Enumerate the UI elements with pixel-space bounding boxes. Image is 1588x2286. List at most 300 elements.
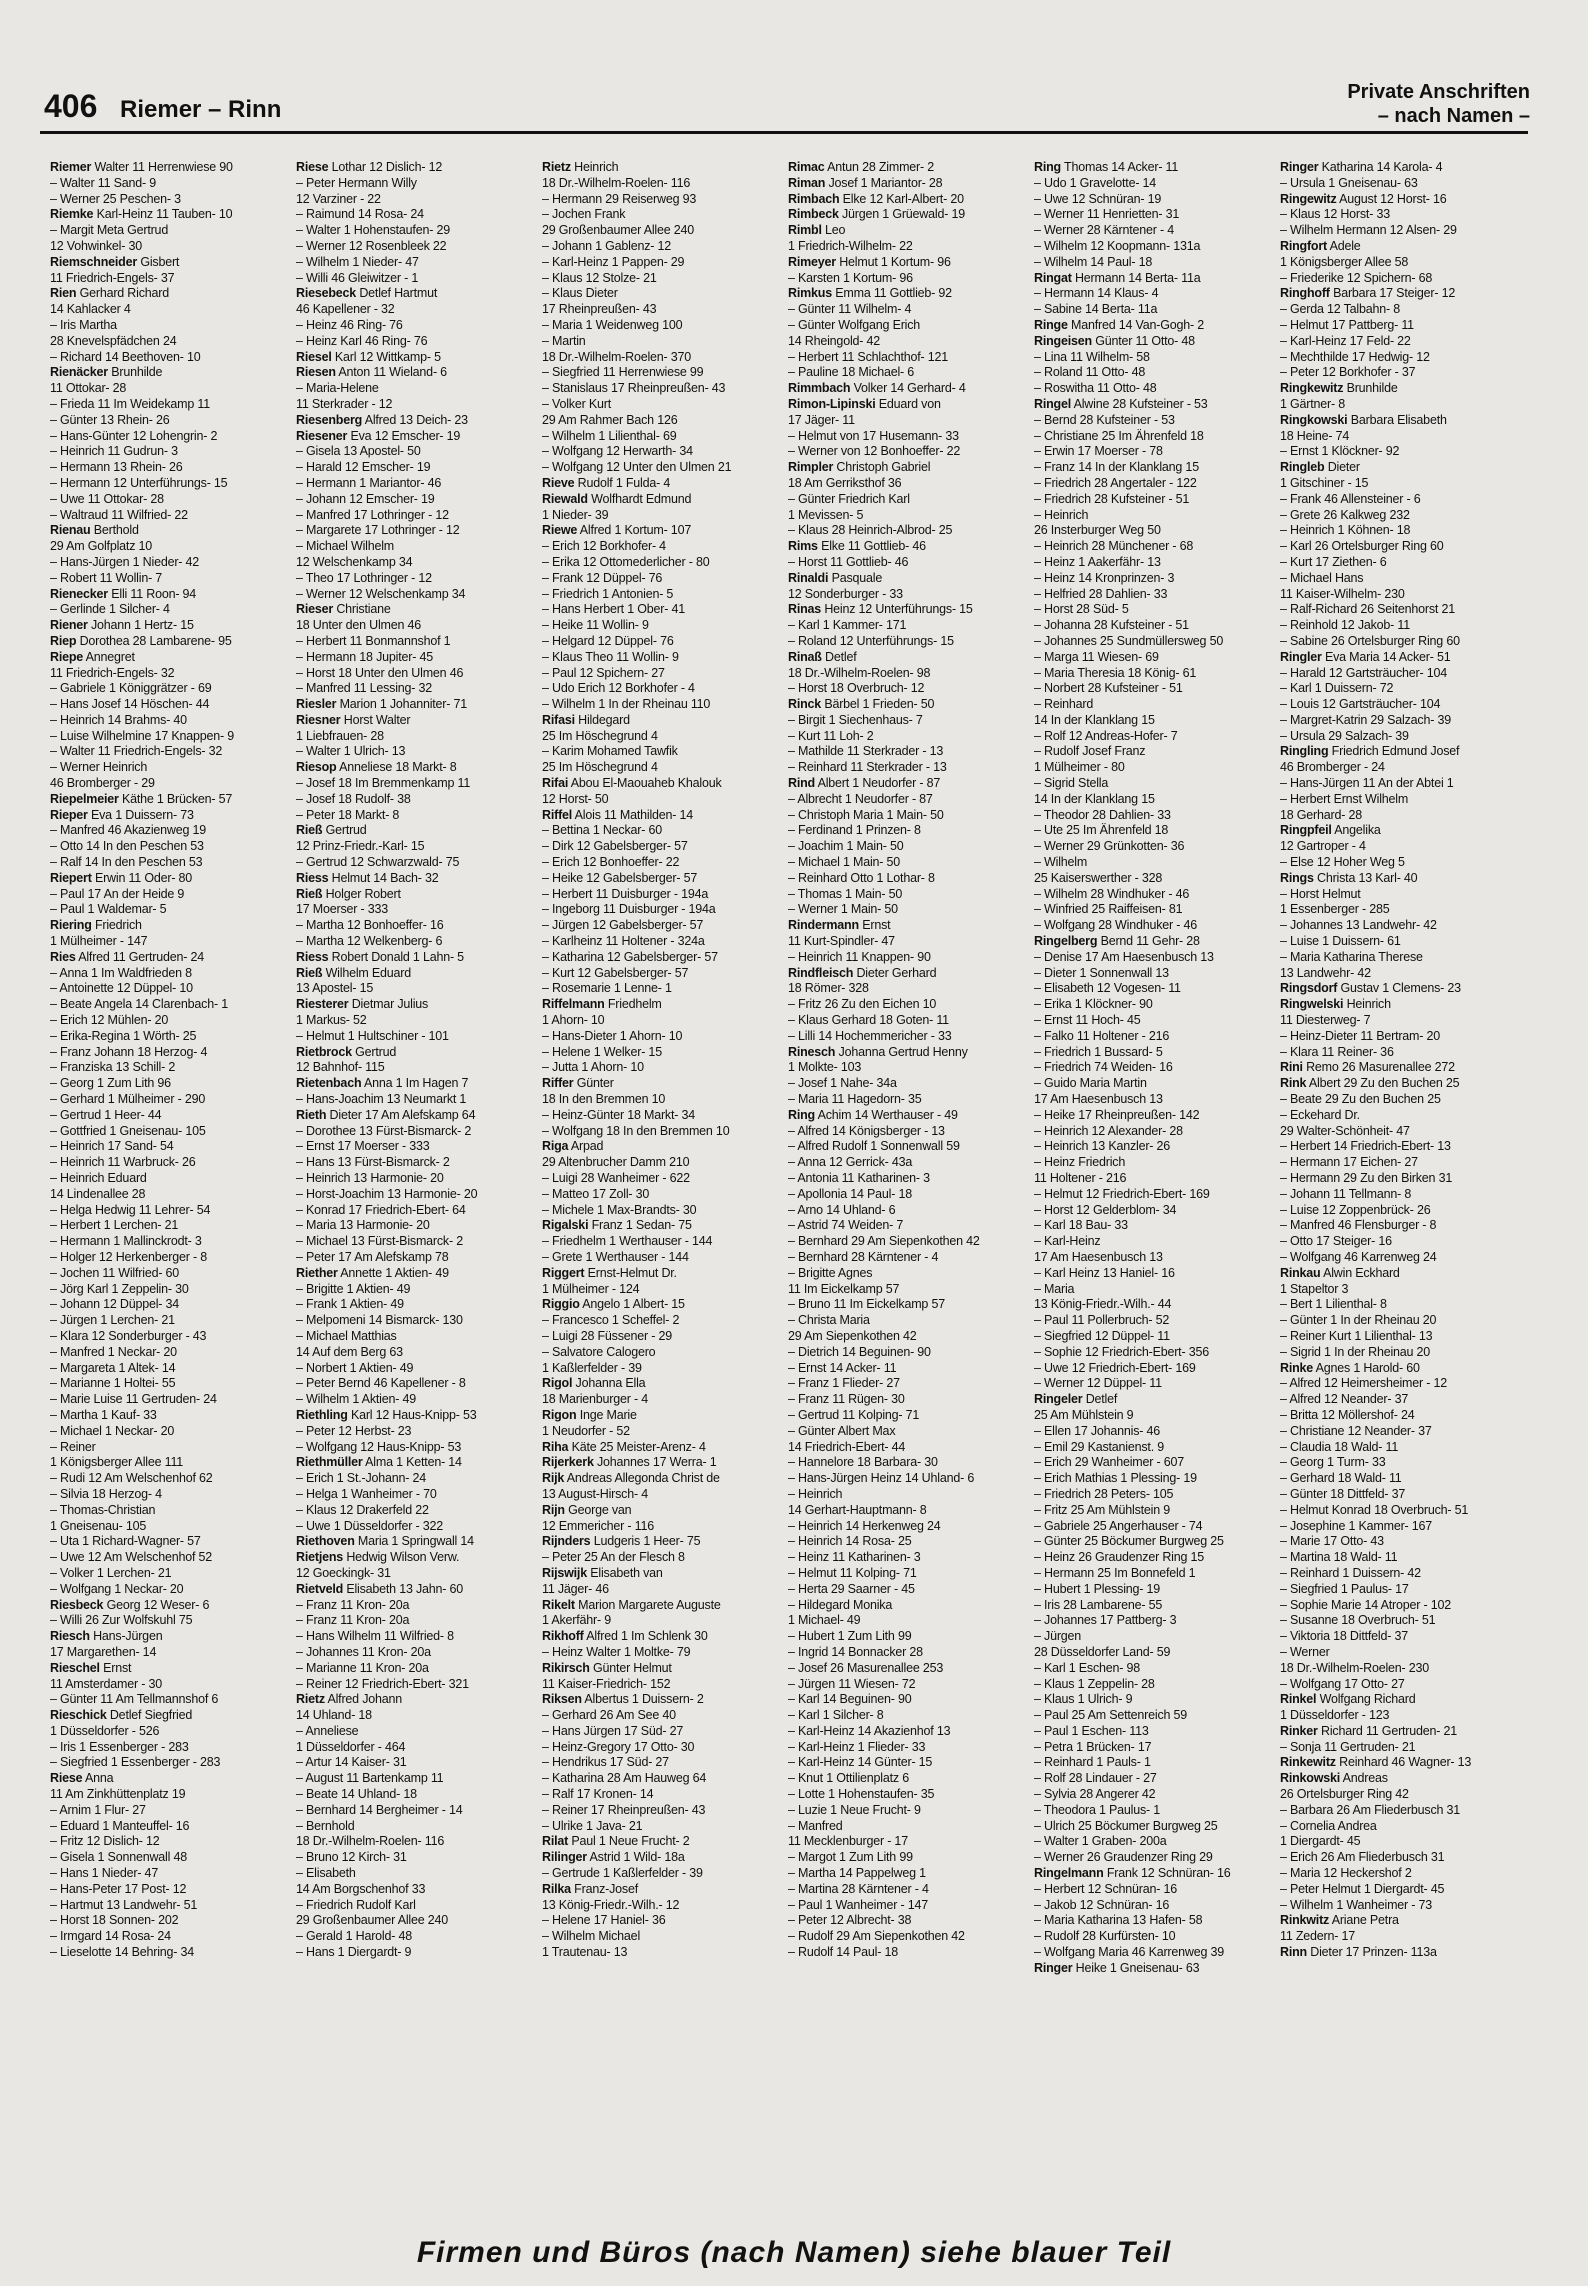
entry-details: – Gertrud 1 Heer- 44: [50, 1107, 162, 1122]
directory-entry: [296, 1139, 534, 1155]
directory-entry: [1280, 1929, 1518, 1945]
directory-entry: [788, 1755, 1026, 1771]
entry-details: 29 Walter-Schönheit- 47: [1280, 1123, 1410, 1138]
entry-details: – Siegfried 1 Paulus- 17: [1280, 1581, 1409, 1596]
entry-details: – Christa Maria: [788, 1313, 870, 1328]
entry-details: Anna 1 Im Hagen 7: [363, 1076, 469, 1091]
entry-details: 25 Im Höschegrund 4: [542, 760, 658, 775]
directory-entry: [296, 1819, 534, 1835]
entry-details: – Fritz 25 Am Mühlstein 9: [1034, 1502, 1171, 1517]
entry-details: Ernst: [103, 1660, 132, 1675]
entry-details: 11 Friedrich-Engels- 37: [50, 270, 175, 285]
directory-entry: [542, 176, 780, 192]
entry-surname: Rienäcker: [50, 365, 108, 380]
entry-details: – Gertrud 11 Kolping- 71: [788, 1407, 920, 1422]
entry-details: – Reinhard: [1034, 697, 1094, 712]
entry-details: – Heinz 26 Graudenzer Ring 15: [1034, 1550, 1204, 1565]
directory-entry: [542, 1124, 780, 1140]
directory-entry: [1034, 207, 1272, 223]
directory-entry: [788, 1613, 1026, 1629]
entry-surname: Rien: [50, 286, 77, 301]
entry-details: Frank 12 Schnüran- 16: [1106, 1866, 1231, 1881]
header-rule: [40, 131, 1528, 134]
entry-surname: Ringsdorf: [1280, 981, 1338, 996]
entry-details: – Hermann 29 Zu den Birken 31: [1280, 1171, 1453, 1185]
directory-entry: [1280, 555, 1518, 571]
entry-details: – Peter 18 Markt- 8: [296, 807, 400, 822]
directory-entry: [1280, 1424, 1518, 1440]
entry-details: Albertus 1 Duissern- 2: [584, 1692, 704, 1707]
entry-details: – Josephine 1 Kammer- 167: [1280, 1518, 1433, 1533]
entry-details: 28 Düsseldorfer Land- 59: [1034, 1644, 1171, 1659]
directory-entry: [296, 1582, 534, 1598]
directory-entry: [542, 887, 780, 903]
directory-entry: [50, 1471, 288, 1487]
directory-entry: [50, 902, 288, 918]
entry-details: – Marianne 11 Kron- 20a: [296, 1660, 429, 1675]
entry-surname: Ringeisen: [1034, 333, 1092, 348]
directory-entry: [1034, 1203, 1272, 1219]
directory-entry: [1034, 760, 1272, 776]
entry-details: – Klaus 12 Stolze- 21: [542, 270, 657, 285]
entry-details: 1 Düsseldorfer - 123: [1280, 1708, 1390, 1723]
directory-entry: [788, 555, 1026, 571]
entry-details: – Peter 25 An der Flesch 8: [542, 1550, 685, 1565]
directory-entry: [1280, 1218, 1518, 1234]
directory-entry: [1280, 997, 1518, 1013]
entry-details: 1 Nieder- 39: [542, 507, 609, 522]
directory-entry: [296, 1677, 534, 1693]
directory-entry: [1034, 1455, 1272, 1471]
entry-details: 1 Düsseldorfer - 526: [50, 1723, 160, 1738]
directory-entry: [296, 1598, 534, 1614]
directory-entry: [542, 508, 780, 524]
directory-entry: [50, 1313, 288, 1329]
entry-details: – Wilhelm 14 Paul- 18: [1034, 254, 1153, 269]
directory-entry: [1034, 1329, 1272, 1345]
entry-details: Eduard von: [878, 396, 941, 411]
directory-column-4: [788, 160, 1026, 2200]
entry-details: – Gerhard 26 Am See 40: [542, 1708, 676, 1723]
directory-entry: [1280, 697, 1518, 713]
directory-entry: [1280, 744, 1518, 760]
entry-details: – Marga 11 Wiesen- 69: [1034, 649, 1159, 664]
entry-details: – Erich 29 Wanheimer - 607: [1034, 1455, 1184, 1470]
entry-details: – Walter 1 Graben- 200a: [1034, 1834, 1167, 1849]
entry-details: Helmut 1 Kortum- 96: [839, 254, 951, 269]
entry-surname: Riemer: [50, 160, 92, 174]
directory-entry: [1034, 271, 1272, 287]
entry-details: – Katharina 12 Gabelsberger- 57: [542, 949, 718, 964]
entry-details: – Sonja 11 Gertruden- 21: [1280, 1739, 1416, 1754]
entry-details: – Erich 12 Bonhoeffer- 22: [542, 855, 680, 870]
entry-details: 25 Im Höschegrund 4: [542, 728, 658, 743]
entry-details: – Theo 17 Lothringer - 12: [296, 570, 432, 585]
directory-entry: [50, 776, 288, 792]
entry-details: – Louis 12 Gartsträucher- 104: [1280, 697, 1441, 712]
entry-details: Alois 11 Mathilden- 14: [574, 807, 694, 822]
directory-entry: [542, 1645, 780, 1661]
directory-entry: [788, 1092, 1026, 1108]
directory-entry: [788, 1440, 1026, 1456]
directory-entry: [1034, 239, 1272, 255]
entry-details: – Klaus 12 Horst- 33: [1280, 207, 1390, 222]
entry-details: Käthe 1 Brücken- 57: [121, 791, 233, 806]
directory-entry: [788, 760, 1026, 776]
entry-details: – Johann 1 Gablenz- 12: [542, 238, 672, 253]
directory-entry: [542, 192, 780, 208]
entry-details: – Hermann 1 Mallinckrodt- 3: [50, 1234, 202, 1249]
entry-details: – Hans 1 Diergardt- 9: [296, 1945, 412, 1960]
entry-surname: Ringling: [1280, 744, 1329, 759]
entry-details: – Petra 1 Brücken- 17: [1034, 1739, 1152, 1754]
entry-details: 25 Am Mühlstein 9: [1034, 1407, 1134, 1422]
entry-details: – Harald 12 Gartsträucher- 104: [1280, 665, 1448, 680]
entry-details: – Antonia 11 Katharinen- 3: [788, 1171, 930, 1185]
entry-details: 26 Ortelsburger Ring 42: [1280, 1787, 1409, 1802]
entry-surname: Ringewitz: [1280, 191, 1337, 206]
entry-details: – Katharina 28 Am Hauweg 64: [542, 1771, 707, 1786]
entry-surname: Ringel: [1034, 396, 1071, 411]
directory-entry: [1034, 1139, 1272, 1155]
entry-details: Alwine 28 Kufsteiner - 53: [1073, 396, 1208, 411]
entry-details: – Siegfried 12 Düppel- 11: [1034, 1328, 1170, 1343]
entry-details: Astrid 1 Wild- 18a: [589, 1850, 685, 1865]
entry-details: – Friedrich Rudolf Karl: [296, 1897, 416, 1912]
entry-details: – Wilhelm 1 Nieder- 47: [296, 254, 419, 269]
directory-entry: [542, 1803, 780, 1819]
directory-entry: [296, 602, 534, 618]
directory-entry: [50, 1171, 288, 1187]
directory-entry: [296, 1155, 534, 1171]
directory-entry: [542, 255, 780, 271]
directory-entry: [542, 1424, 780, 1440]
directory-entry: [1034, 1345, 1272, 1361]
directory-entry: [50, 1582, 288, 1598]
directory-entry: [1280, 207, 1518, 223]
directory-entry: [1280, 1060, 1518, 1076]
directory-entry: [788, 1408, 1026, 1424]
directory-entry: [542, 1282, 780, 1298]
entry-surname: Rindfleisch: [788, 965, 854, 980]
directory-entry: [1034, 571, 1272, 587]
directory-entry: [50, 1692, 288, 1708]
entry-details: 12 Prinz-Friedr.-Karl- 15: [296, 839, 425, 854]
entry-surname: Rinaß: [788, 649, 822, 664]
entry-surname: Riep: [50, 633, 77, 648]
entry-details: Annegret: [85, 649, 135, 664]
directory-entry: [1034, 1708, 1272, 1724]
directory-entry: [1280, 1819, 1518, 1835]
directory-entry: [296, 1724, 534, 1740]
entry-details: – Johanna 28 Kufsteiner - 51: [1034, 618, 1189, 633]
directory-entry: [1034, 997, 1272, 1013]
entry-details: – Werner 25 Peschen- 3: [50, 191, 181, 206]
entry-details: – Elisabeth 12 Vogesen- 11: [1034, 981, 1181, 996]
directory-entry: [296, 1850, 534, 1866]
entry-details: – Heinz Walter 1 Moltke- 79: [542, 1644, 691, 1659]
directory-entry: [50, 1819, 288, 1835]
entry-details: Johanna Gertrud Henny: [838, 1044, 968, 1059]
entry-details: – Hildegard Monika: [788, 1597, 893, 1612]
entry-details: Elke 11 Gottlieb- 46: [821, 539, 926, 554]
entry-details: – Luise 12 Zoppenbrück- 26: [1280, 1202, 1431, 1217]
entry-details: – Paul 25 Am Settenreich 59: [1034, 1708, 1188, 1723]
directory-entry: [50, 350, 288, 366]
entry-details: Pasquale: [831, 570, 883, 585]
entry-details: 11 Kaiser-Friedrich- 152: [542, 1676, 671, 1691]
directory-entry: [1034, 1060, 1272, 1076]
directory-entry: [296, 997, 534, 1013]
directory-entry: [1280, 1108, 1518, 1124]
directory-entry: [50, 1297, 288, 1313]
entry-details: – Gottfried 1 Gneisenau- 105: [50, 1123, 206, 1138]
directory-entry: [296, 271, 534, 287]
entry-details: – Beate 14 Uhland- 18: [296, 1787, 417, 1802]
entry-details: – Josef 26 Masurenallee 253: [788, 1660, 944, 1675]
entry-details: – Karim Mohamed Tawfik: [542, 744, 678, 759]
entry-details: Lothar 12 Dislich- 12: [331, 160, 443, 174]
directory-entry: [1280, 887, 1518, 903]
entry-details: 11 Ottokar- 28: [50, 381, 127, 396]
entry-details: – Josef 18 Im Bremmenkamp 11: [296, 776, 471, 791]
entry-details: – Helmut von 17 Husemann- 33: [788, 428, 959, 443]
directory-entry: [296, 887, 534, 903]
entry-details: – Fritz 26 Zu den Eichen 10: [788, 997, 937, 1012]
directory-entry: [542, 1376, 780, 1392]
directory-entry: [788, 602, 1026, 618]
entry-surname: Riepe: [50, 649, 84, 664]
directory-column-2: [296, 160, 534, 2200]
directory-entry: [50, 1139, 288, 1155]
entry-details: – Franziska 13 Schill- 2: [50, 1060, 176, 1075]
directory-entry: [50, 650, 288, 666]
entry-details: Angelika: [1334, 823, 1381, 838]
entry-surname: Rind: [788, 776, 815, 791]
directory-entry: [1034, 476, 1272, 492]
entry-details: 12 Gartroper - 4: [1280, 839, 1366, 854]
directory-entry: [1280, 1124, 1518, 1140]
entry-details: – Werner 12 Rosenbleek 22: [296, 238, 447, 253]
entry-details: – Karl-Heinz: [1034, 1234, 1101, 1249]
directory-entry: [1034, 776, 1272, 792]
entry-details: – Klaus 28 Heinrich-Albrod- 25: [788, 523, 953, 538]
entry-details: – Margot 1 Zum Lith 99: [788, 1850, 913, 1865]
directory-entry: [1280, 1771, 1518, 1787]
entry-details: – Margarete 17 Lothringer - 12: [296, 523, 460, 538]
entry-surname: Rietz: [542, 160, 571, 174]
directory-entry: [50, 1392, 288, 1408]
entry-details: – Rosemarie 1 Lenne- 1: [542, 981, 672, 996]
directory-entry: [542, 381, 780, 397]
directory-entry: [50, 966, 288, 982]
directory-entry: [1034, 1392, 1272, 1408]
entry-details: 1 Mülheimer - 124: [542, 1281, 640, 1296]
entry-details: 1 Markus- 52: [296, 1013, 367, 1028]
entry-details: – Frieda 11 Im Weidekamp 11: [50, 396, 210, 411]
entry-details: – Bert 1 Lilienthal- 8: [1280, 1297, 1387, 1312]
entry-details: – Sigrid 1 In der Rheinau 20: [1280, 1344, 1431, 1359]
entry-surname: Rimbach: [788, 191, 840, 206]
entry-details: – Helene 17 Haniel- 36: [542, 1913, 666, 1928]
directory-entry: [296, 160, 534, 176]
entry-surname: Ringkowski: [1280, 412, 1348, 427]
entry-details: – Erika 12 Ottomederlicher - 80: [542, 554, 710, 569]
directory-entry: [296, 666, 534, 682]
entry-surname: Rinn: [1280, 1945, 1307, 1960]
entry-surname: Rieß: [296, 886, 323, 901]
entry-details: – Willi 46 Gleiwitzer - 1: [296, 270, 419, 285]
entry-details: – August 11 Bartenkamp 11: [296, 1771, 444, 1786]
directory-entry: [296, 1250, 534, 1266]
directory-entry: [788, 1850, 1026, 1866]
directory-entry: [542, 1819, 780, 1835]
entry-details: – Wolfgang 12 Herwarth- 34: [542, 444, 693, 459]
directory-entry: [296, 729, 534, 745]
directory-entry: [542, 981, 780, 997]
directory-entry: [1034, 1076, 1272, 1092]
directory-entry: [788, 1392, 1026, 1408]
entry-details: Franz 1 Sedan- 75: [591, 1218, 692, 1233]
entry-details: – Frank 46 Allensteiner - 6: [1280, 491, 1421, 506]
entry-details: 46 Bromberger - 29: [50, 776, 155, 791]
entry-details: – Wolfgang 12 Unter den Ulmen 21: [542, 460, 732, 475]
entry-details: – Falko 11 Holtener - 216: [1034, 1028, 1170, 1043]
entry-details: – Wolfgang 12 Haus-Knipp- 53: [296, 1439, 462, 1454]
directory-entry: [50, 1771, 288, 1787]
directory-entry: [788, 302, 1026, 318]
entry-details: 12 Vohwinkel- 30: [50, 238, 143, 253]
entry-details: – Bruno 11 Im Eickelkamp 57: [788, 1297, 945, 1312]
entry-details: – Ursula 29 Salzach- 39: [1280, 728, 1409, 743]
entry-details: Dietmar Julius: [351, 997, 429, 1012]
entry-details: 14 Rheingold- 42: [788, 333, 881, 348]
directory-entry: [50, 1945, 288, 1961]
entry-surname: Riemschneider: [50, 254, 138, 269]
entry-details: – Karlheinz 11 Holtener - 324a: [542, 934, 705, 949]
entry-details: – Werner 26 Graudenzer Ring 29: [1034, 1850, 1213, 1865]
entry-details: – Manfred 1 Neckar- 20: [50, 1344, 177, 1359]
entry-details: 46 Kapellener - 32: [296, 302, 395, 317]
directory-entry: [296, 776, 534, 792]
directory-column-6: [1280, 160, 1518, 2200]
directory-entry: [1280, 239, 1518, 255]
entry-details: – Heinz-Gregory 17 Otto- 30: [542, 1739, 695, 1754]
entry-details: – Manfred 46 Akazienweg 19: [50, 823, 207, 838]
directory-entry: [50, 429, 288, 445]
entry-details: – Christoph Maria 1 Main- 50: [788, 807, 944, 822]
entry-details: Franz-Josef: [574, 1881, 638, 1896]
entry-surname: Rienau: [50, 523, 91, 538]
entry-surname: Riering: [50, 918, 92, 933]
entry-details: Hans-Jürgen: [93, 1629, 163, 1644]
entry-surname: Rimeyer: [788, 254, 836, 269]
entry-details: Heinrich: [574, 160, 619, 174]
directory-entry: [1280, 1045, 1518, 1061]
directory-entry: [788, 1060, 1026, 1076]
entry-details: – Werner 12 Düppel- 11: [1034, 1376, 1162, 1391]
directory-entry: [296, 1455, 534, 1471]
entry-details: – Ernst 1 Klöckner- 92: [1280, 444, 1400, 459]
entry-details: – Iris 28 Lambarene- 55: [1034, 1597, 1163, 1612]
entry-details: Marion Margarete Auguste: [578, 1597, 721, 1612]
entry-details: 1 Liebfrauen- 28: [296, 728, 384, 743]
entry-surname: Riese: [296, 160, 329, 174]
directory-entry: [542, 1092, 780, 1108]
entry-details: – Heinrich: [788, 1486, 843, 1501]
entry-details: – Bettina 1 Neckar- 60: [542, 823, 662, 838]
entry-details: – Gabriele 25 Angerhauser - 74: [1034, 1518, 1203, 1533]
directory-entry: [542, 713, 780, 729]
directory-entry: [788, 508, 1026, 524]
entry-details: – Irmgard 14 Rosa- 24: [50, 1929, 171, 1944]
directory-entry: [1034, 1898, 1272, 1914]
entry-surname: Riffel: [542, 807, 573, 822]
directory-entry: [1034, 792, 1272, 808]
directory-entry: [50, 176, 288, 192]
entry-details: 1 Mülheimer - 147: [50, 934, 148, 949]
directory-entry: [50, 887, 288, 903]
directory-entry: [1280, 1661, 1518, 1677]
directory-entry: [788, 634, 1026, 650]
directory-entry: [1034, 902, 1272, 918]
directory-entry: [788, 1929, 1026, 1945]
entry-details: – Werner 1 Main- 50: [788, 902, 898, 917]
entry-details: – Britta 12 Möllershof- 24: [1280, 1407, 1415, 1422]
directory-entry: [1034, 1866, 1272, 1882]
section-title-line-1: Private Anschriften: [1347, 81, 1530, 103]
entry-details: – Hans-Günter 12 Lohengrin- 2: [50, 428, 218, 443]
directory-entry: [1034, 1124, 1272, 1140]
entry-details: – Herbert Ernst Wilhelm: [1280, 791, 1409, 806]
directory-entry: [296, 808, 534, 824]
entry-details: 11 Holtener - 216: [1034, 1171, 1127, 1185]
entry-details: – Mechthilde 17 Hedwig- 12: [1280, 349, 1430, 364]
entry-details: – Klaus 1 Zeppelin- 28: [1034, 1676, 1155, 1691]
entry-details: 17 Am Haesenbusch 13: [1034, 1249, 1163, 1264]
directory-entry: [296, 1629, 534, 1645]
directory-entry: [296, 460, 534, 476]
directory-entry: [50, 1045, 288, 1061]
entry-surname: Rifasi: [542, 712, 575, 727]
directory-entry: [1034, 508, 1272, 524]
directory-entry: [296, 1234, 534, 1250]
entry-details: 1 Akerfähr- 9: [542, 1613, 611, 1628]
directory-entry: [788, 255, 1026, 271]
directory-entry: [788, 650, 1026, 666]
entry-details: – Herta 29 Saarner - 45: [788, 1581, 915, 1596]
entry-details: – Heinrich Eduard: [50, 1171, 147, 1185]
entry-details: Anton 11 Wieland- 6: [338, 365, 447, 380]
directory-entry: [1280, 1645, 1518, 1661]
entry-details: Hedwig Wilson Verw.: [346, 1550, 460, 1565]
entry-details: – Helfried 28 Dahlien- 33: [1034, 586, 1168, 601]
directory-entry: [1280, 1471, 1518, 1487]
directory-entry: [788, 286, 1026, 302]
entry-details: 12 Goeckingk- 31: [296, 1565, 391, 1580]
entry-surname: Rinkel: [1280, 1692, 1317, 1707]
entry-details: – Herbert 1 Lerchen- 21: [50, 1218, 179, 1233]
entry-details: – Astrid 74 Weiden- 7: [788, 1218, 904, 1233]
directory-entry: [296, 1866, 534, 1882]
entry-details: 17 Rheinpreußen- 43: [542, 302, 657, 317]
directory-entry: [1034, 887, 1272, 903]
directory-entry: [296, 176, 534, 192]
directory-entry: [296, 476, 534, 492]
directory-entry: [1280, 1677, 1518, 1693]
entry-details: Wolfgang Richard: [1319, 1692, 1416, 1707]
directory-entry: [296, 587, 534, 603]
